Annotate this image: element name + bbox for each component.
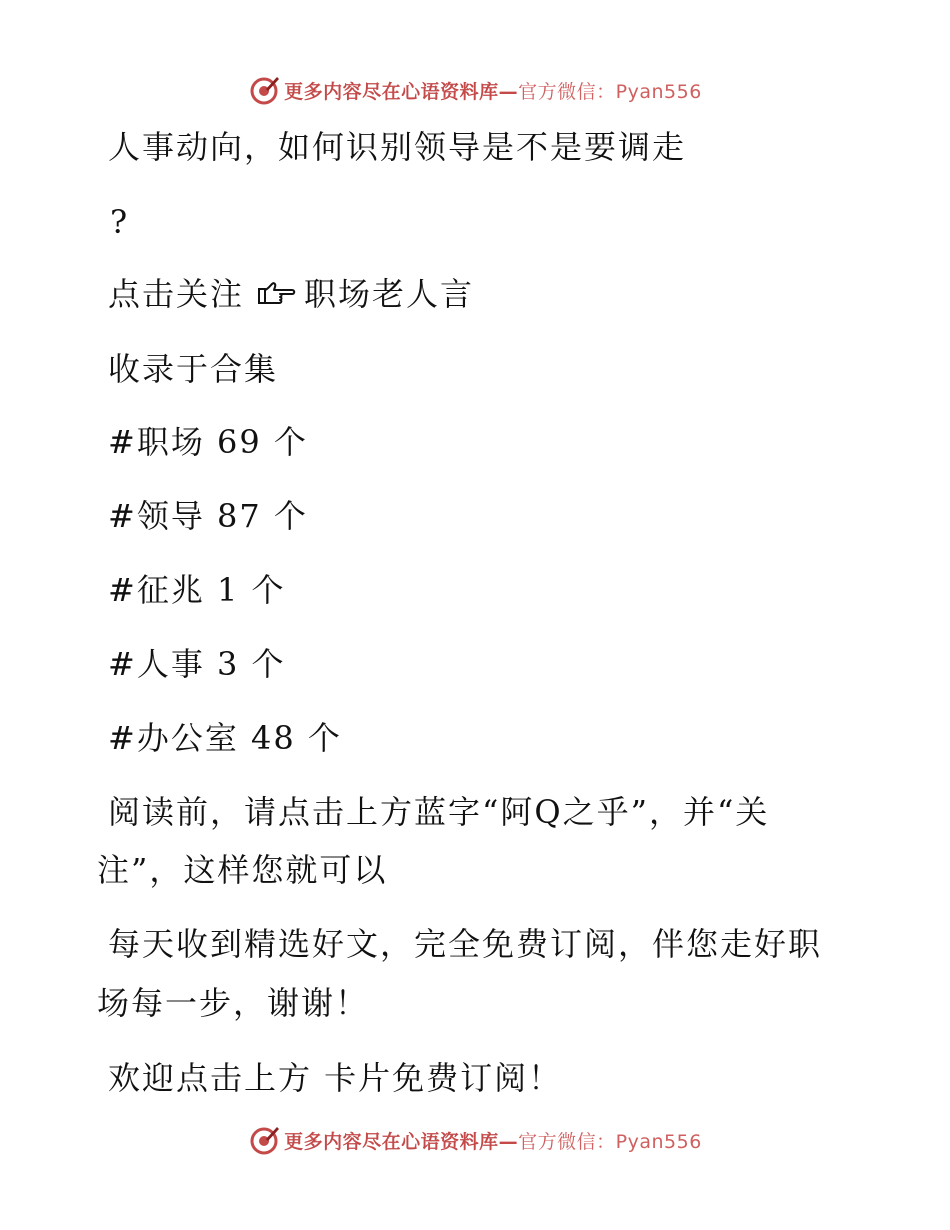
card-subscribe-prompt: 欢迎点击上方 卡片免费订阅！: [108, 1059, 563, 1097]
article-title-continuation: ?: [110, 203, 130, 241]
banner-wechat: 官方微信：Pyan556: [518, 1130, 702, 1153]
intro-paragraph-line2: 注”，这样您就可以: [97, 851, 388, 889]
tag-item[interactable]: #办公室 48 个: [108, 719, 342, 757]
banner-text: 更多内容尽在心语资料库—官方微信：Pyan556: [284, 1130, 702, 1153]
subscribe-paragraph-line2: 场每一步，谢谢！: [97, 984, 370, 1022]
tag-item[interactable]: #人事 3 个: [108, 645, 286, 683]
banner-text: 更多内容尽在心语资料库—官方微信：Pyan556: [284, 80, 702, 103]
collection-label: 收录于合集: [108, 350, 279, 388]
pen-logo-icon: [248, 1124, 280, 1156]
intro-paragraph-line1: 阅读前，请点击上方蓝字“阿Q之乎”，并“关: [108, 793, 770, 831]
subscribe-paragraph-line1: 每天收到精选好文，完全免费订阅，伴您走好职: [108, 925, 823, 963]
follow-prefix: 点击关注: [108, 275, 245, 313]
footer-banner: [0, 1120, 950, 1160]
follow-line[interactable]: [108, 274, 474, 314]
pointing-hand-icon: [256, 279, 296, 309]
article-title: 人事动向，如何识别领导是不是要调走: [108, 128, 687, 166]
banner-wechat: 官方微信：Pyan556: [518, 80, 702, 103]
tag-item[interactable]: #领导 87 个: [108, 497, 308, 535]
follow-account-link[interactable]: 职场老人言: [304, 275, 475, 313]
tag-item[interactable]: #征兆 1 个: [108, 571, 286, 609]
pen-logo-icon: [248, 74, 280, 106]
header-banner: [0, 70, 950, 110]
tag-item[interactable]: #职场 69 个: [108, 423, 308, 461]
